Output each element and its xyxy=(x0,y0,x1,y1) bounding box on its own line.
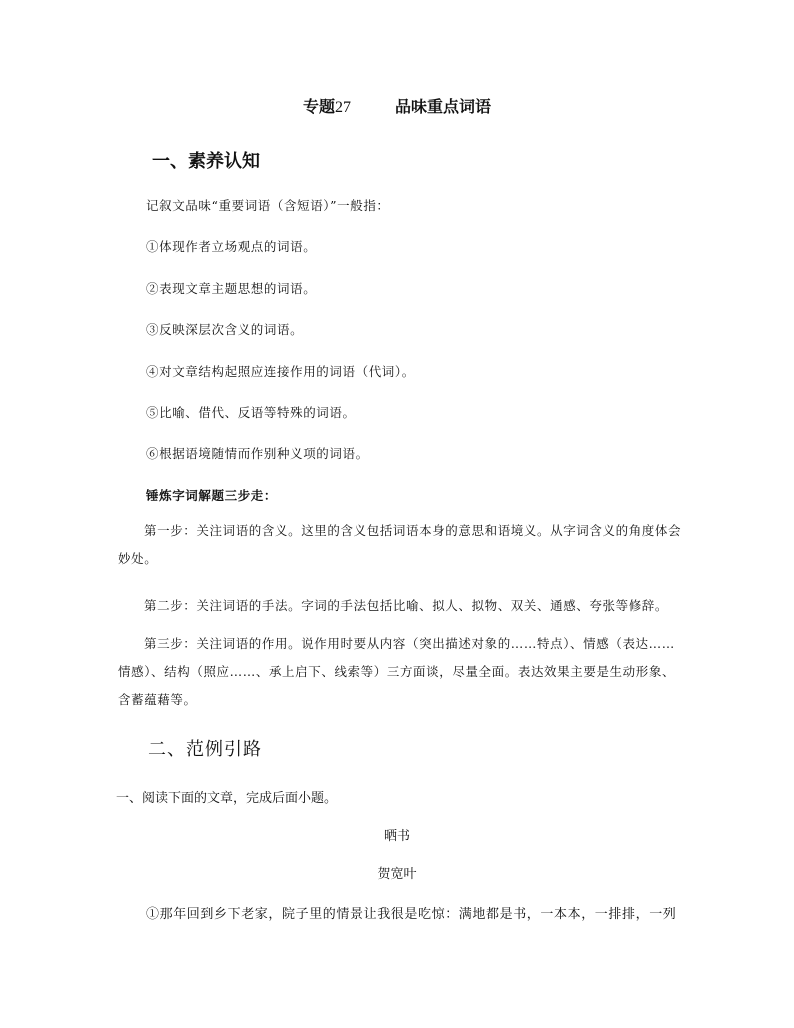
list-item: ④对文章结构起照应连接作用的词语（代词）。 xyxy=(146,364,415,379)
title-prefix: 专题 xyxy=(302,97,335,116)
article-title: 晒书 xyxy=(383,829,410,844)
title-number: 27 xyxy=(335,99,351,116)
step-paragraph: 第三步：关注词语的作用。说作用时要从内容（突出描述对象的……特点）、情感（表达……情感）、结构（照应……、承上启下、线索等）三方面谈，尽量全面。表达效果主要是生动形象、含蓄蕴藉等。 xyxy=(118,636,676,707)
article-author: 贺宽叶 xyxy=(377,867,417,882)
question-prompt: 一、阅读下面的文章，完成后面小题。 xyxy=(116,791,338,806)
title-text: 品味重点词语 xyxy=(395,97,492,116)
list-item: ⑥根据语境随情而作别种义项的词语。 xyxy=(146,446,369,461)
list-item: ①体现作者立场观点的词语。 xyxy=(146,239,317,254)
steps-heading: 锤炼字词解题三步走： xyxy=(146,488,278,503)
list-item: ③反映深层次含义的词语。 xyxy=(146,322,304,337)
section1-heading: 一、素养认知 xyxy=(152,151,260,172)
step-paragraph: 第二步：关注词语的手法。字词的手法包括比喻、拟人、拟物、双关、通感、夸张等修辞。 xyxy=(144,598,669,613)
article-first-paragraph: ①那年回到乡下老家，院子里的情景让我很是吃惊：满地都是书，一本本，一排排，一列 xyxy=(146,907,677,922)
section1-intro: 记叙文品味“重要词语（含短语）”一般指： xyxy=(146,198,390,213)
section2-heading: 二、范例引路 xyxy=(148,739,262,760)
list-item: ②表现文章主题思想的词语。 xyxy=(146,281,317,296)
step-paragraph: 第一步：关注词语的含义。这里的含义包括词语本身的意思和语境义。从字词含义的角度体会妙处。 xyxy=(118,523,682,566)
list-item: ⑤比喻、借代、反语等特殊的词语。 xyxy=(146,405,356,420)
page-title xyxy=(0,94,794,117)
